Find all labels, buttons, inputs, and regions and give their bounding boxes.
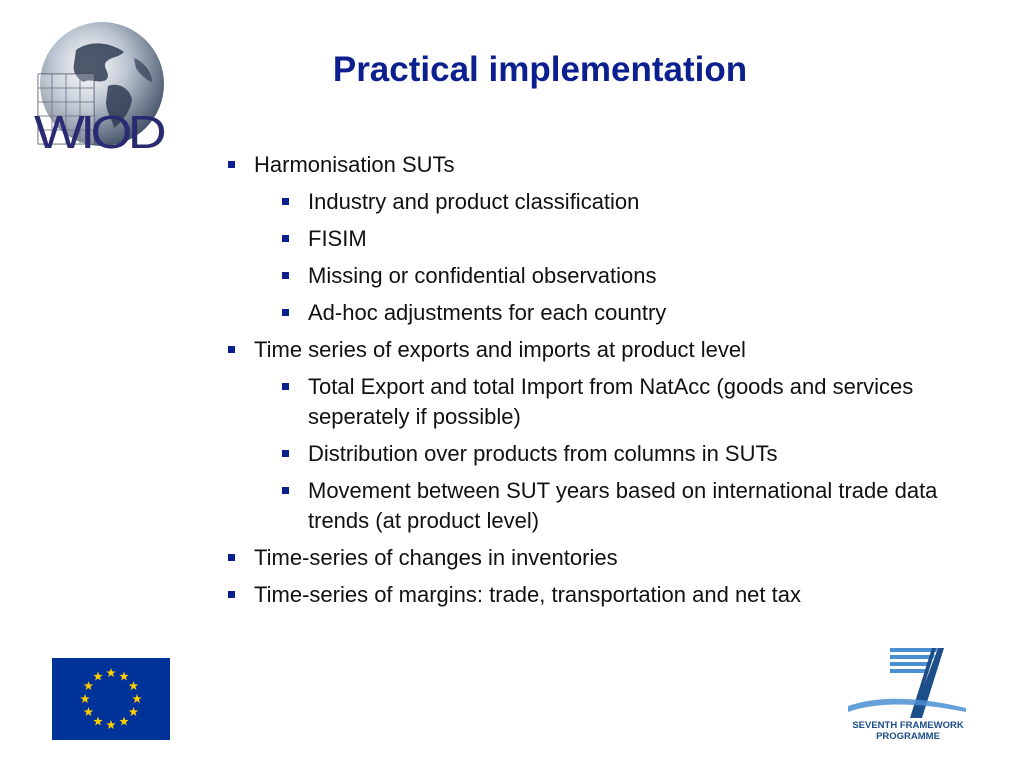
square-bullet-icon: [228, 161, 235, 168]
square-bullet-icon: [282, 309, 289, 316]
bullet-text: Missing or confidential observations: [308, 263, 657, 288]
bullet-text: Ad-hoc adjustments for each country: [308, 300, 667, 325]
sub-bullet-item: [226, 476, 946, 536]
bullet-text: Total Export and total Import from NatAcc (goods and services seperately if possible): [308, 374, 914, 429]
bullet-text: Movement between SUT years based on international trade data trends (at product level): [308, 478, 938, 533]
sub-bullet-item: [226, 224, 946, 254]
fp7-caption: [846, 720, 970, 742]
square-bullet-icon: [282, 272, 289, 279]
sub-bullet-item: [226, 439, 946, 469]
bullet-text: Distribution over products from columns in SUTs: [308, 441, 778, 466]
sub-bullet-item: [226, 298, 946, 328]
eu-flag-icon: [52, 658, 170, 740]
square-bullet-icon: [282, 450, 289, 457]
eu-flag: [52, 658, 170, 740]
bullet-text: Time-series of margins: trade, transportation and net tax: [254, 582, 801, 607]
bullet-item: [226, 335, 946, 365]
bullet-item: [226, 543, 946, 573]
square-bullet-icon: [282, 383, 289, 390]
wiod-logo-text: WIOD: [34, 106, 166, 157]
fp7-line1: SEVENTH FRAMEWORK: [852, 720, 964, 731]
bullet-item: [226, 150, 946, 180]
square-bullet-icon: [282, 198, 289, 205]
fp7-logo: [846, 646, 970, 746]
sub-bullet-item: [226, 187, 946, 217]
bullet-text: Time series of exports and imports at product level: [254, 337, 746, 362]
square-bullet-icon: [228, 554, 235, 561]
square-bullet-icon: [228, 591, 235, 598]
sub-bullet-item: [226, 372, 946, 432]
wiod-globe-icon: [32, 22, 172, 157]
bullet-text: Time-series of changes in inventories: [254, 545, 618, 570]
bullet-text: FISIM: [308, 226, 367, 251]
bullet-text: Industry and product classification: [308, 189, 640, 214]
square-bullet-icon: [228, 346, 235, 353]
fp7-seven-icon: [846, 646, 970, 720]
bullet-list: [226, 150, 946, 617]
bullet-item: [226, 580, 946, 610]
square-bullet-icon: [282, 487, 289, 494]
wiod-logo: [32, 22, 172, 157]
bullet-text: Harmonisation SUTs: [254, 152, 455, 177]
fp7-line2: PROGRAMME: [876, 731, 940, 742]
slide-title: Practical implementation: [332, 50, 748, 89]
sub-bullet-item: [226, 261, 946, 291]
square-bullet-icon: [282, 235, 289, 242]
